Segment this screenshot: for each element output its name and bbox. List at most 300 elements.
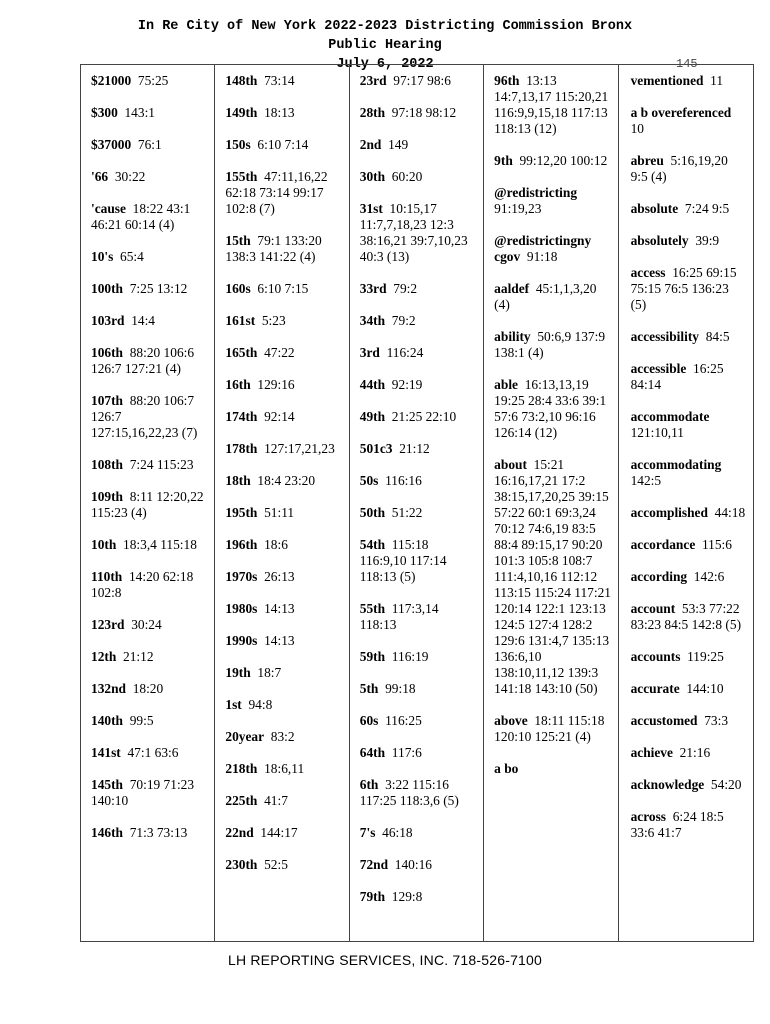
- index-entry: [631, 153, 747, 185]
- index-references: 92:19: [391, 377, 423, 392]
- index-entry: [91, 249, 208, 265]
- index-word: a bo: [494, 761, 519, 776]
- index-word: 10's: [91, 249, 114, 264]
- index-entry: [631, 265, 747, 313]
- index-entry: [91, 169, 208, 185]
- index-entry: [225, 409, 342, 425]
- index-word: @redistricting: [494, 185, 578, 200]
- index-word: achieve: [630, 745, 673, 760]
- index-entry: [225, 793, 342, 809]
- index-word: accessible: [630, 361, 687, 376]
- index-references: 10: [630, 121, 644, 136]
- index-word: 33rd: [359, 281, 387, 296]
- index-word: 161st: [225, 313, 256, 328]
- index-references: 52:5: [264, 857, 288, 872]
- index-entry: [360, 537, 477, 585]
- index-word: $21000: [91, 73, 132, 88]
- index-entry: [360, 825, 477, 841]
- index-references: 45:1,1,3,20 (4): [494, 281, 597, 312]
- index-word: 64th: [359, 745, 386, 760]
- index-word: 7's: [359, 825, 376, 840]
- index-word: accessibility: [630, 329, 699, 344]
- index-entry: [494, 713, 611, 745]
- index-word: a b overeferenced: [630, 105, 732, 120]
- index-references: 144:10: [686, 681, 724, 696]
- index-references: 7:24 9:5: [684, 201, 730, 216]
- index-entry: [225, 857, 342, 873]
- index-references: 121:10,11: [630, 425, 685, 440]
- index-references: 44:18: [714, 505, 746, 520]
- index-word: 108th: [91, 457, 123, 472]
- index-references: 8:11 12:20,22 115:23 (4): [91, 489, 204, 520]
- index-word: '66: [91, 169, 109, 184]
- index-references: 73:3: [704, 713, 729, 728]
- index-references: 3:22 115:16 117:25 118:3,6 (5): [359, 777, 459, 808]
- index-word: accustomed: [630, 713, 698, 728]
- index-word: 55th: [359, 601, 386, 616]
- index-word: 1970s: [225, 569, 258, 584]
- index-references: 47:22: [264, 345, 295, 360]
- index-references: 16:13,13,19 19:25 28:4 33:6 39:1 57:6 73:2,10 96:16 126:14 (12): [494, 377, 607, 440]
- index-references: 6:24 18:5 33:6 41:7: [630, 809, 724, 840]
- index-word: 60s: [359, 713, 379, 728]
- index-entry: [631, 569, 747, 585]
- index-references: 6:10 7:15: [257, 281, 309, 296]
- index-references: 91:18: [526, 249, 558, 264]
- index-entry: [360, 857, 477, 873]
- index-references: 99:12,20 100:12: [519, 153, 608, 168]
- index-entry: [360, 681, 477, 697]
- index-references: 76:1: [137, 137, 162, 152]
- index-word: 160s: [225, 281, 251, 296]
- index-references: 127:17,21,23: [264, 441, 335, 456]
- index-entry: [360, 409, 477, 425]
- index-entry: [91, 777, 208, 809]
- index-entry: [494, 281, 611, 313]
- index-references: 115:18 116:9,10 117:14 118:13 (5): [359, 537, 447, 584]
- index-references: 65:4: [120, 249, 144, 264]
- index-word: 54th: [359, 537, 386, 552]
- index-word: 79th: [359, 889, 386, 904]
- index-word: 59th: [359, 649, 386, 664]
- index-word: accurate: [630, 681, 680, 696]
- index-entry: [360, 441, 477, 457]
- index-word: $300: [91, 105, 118, 120]
- index-word: 1st: [225, 697, 242, 712]
- index-word: 141st: [91, 745, 121, 760]
- index-entry: [494, 185, 611, 217]
- index-word: 3rd: [359, 345, 380, 360]
- index-entry: [225, 281, 342, 297]
- index-word: 44th: [359, 377, 386, 392]
- index-word: abreu: [630, 153, 664, 168]
- index-word: 148th: [225, 73, 258, 88]
- index-entry: [631, 409, 747, 441]
- index-column: [215, 65, 349, 941]
- index-entry: [631, 681, 747, 697]
- index-references: 16:25 84:14: [630, 361, 724, 392]
- index-column: [619, 65, 753, 941]
- index-references: 18:6,11: [264, 761, 305, 776]
- index-entry: [360, 601, 477, 633]
- index-references: 47:1 63:6: [127, 745, 179, 760]
- index-word: 132nd: [91, 681, 126, 696]
- index-entry: [360, 777, 477, 809]
- index-entry: [225, 665, 342, 681]
- index-word: 225th: [225, 793, 258, 808]
- index-references: 115:6: [701, 537, 732, 552]
- index-column: [81, 65, 215, 941]
- index-word: 18th: [225, 473, 251, 488]
- index-entry: [631, 505, 747, 521]
- index-entry: [360, 345, 477, 361]
- index-references: 21:16: [679, 745, 711, 760]
- index-references: 18:7: [257, 665, 282, 680]
- index-entry: [91, 489, 208, 521]
- index-references: 18:11 115:18 120:10 125:21 (4): [494, 713, 605, 744]
- index-references: 117:3,14 118:13: [359, 601, 439, 632]
- index-entry: [91, 313, 208, 329]
- index-word: 15th: [225, 233, 251, 248]
- index-entry: [360, 281, 477, 297]
- index-entry: [225, 537, 342, 553]
- index-word: 109th: [91, 489, 123, 504]
- index-word: above: [494, 713, 528, 728]
- index-references: 99:5: [129, 713, 154, 728]
- index-entry: [91, 681, 208, 697]
- index-word: 155th: [225, 169, 258, 184]
- index-word: 20year: [225, 729, 265, 744]
- index-entry: [225, 377, 342, 393]
- index-word: 50s: [359, 473, 379, 488]
- index-entry: [91, 281, 208, 297]
- index-references: 14:13: [264, 601, 295, 616]
- index-word: 9th: [494, 153, 513, 168]
- index-word: 50th: [359, 505, 386, 520]
- index-word: accommodating: [630, 457, 722, 472]
- index-word: 195th: [225, 505, 258, 520]
- index-entry: [225, 825, 342, 841]
- index-word: 150s: [225, 137, 251, 152]
- index-word: 123rd: [91, 617, 125, 632]
- index-word: accordance: [630, 537, 696, 552]
- index-references: 73:14: [264, 73, 295, 88]
- index-word: 174th: [225, 409, 258, 424]
- index-entry: [360, 201, 477, 265]
- index-entry: [225, 633, 342, 649]
- index-word: $37000: [91, 137, 132, 152]
- index-entry: [225, 73, 342, 89]
- index-entry: [360, 713, 477, 729]
- index-entry: [91, 393, 208, 441]
- index-entry: [494, 233, 611, 265]
- index-references: 14:20 62:18 102:8: [91, 569, 194, 600]
- index-references: 51:11: [264, 505, 295, 520]
- hearing-date: July 6, 2022: [336, 57, 434, 72]
- index-word: 501c3: [359, 441, 393, 456]
- index-references: 14:4: [131, 313, 155, 328]
- index-column: [484, 65, 618, 941]
- index-references: 10:15,17 11:7,7,18,23 12:3 38:16,21 39:7,10,23 40:3 (13): [359, 201, 468, 264]
- index-references: 21:12: [399, 441, 430, 456]
- index-entry: [631, 745, 747, 761]
- index-word: 28th: [359, 105, 386, 120]
- index-word: access: [630, 265, 666, 280]
- index-references: 7:24 115:23: [129, 457, 194, 472]
- index-word: 165th: [225, 345, 258, 360]
- word-index-grid: [80, 64, 754, 942]
- index-references: 140:16: [394, 857, 432, 872]
- index-references: 144:17: [260, 825, 298, 840]
- index-word: 1990s: [225, 633, 258, 648]
- index-word: 10th: [91, 537, 117, 552]
- index-entry: [91, 537, 208, 553]
- index-references: 14:13: [264, 633, 295, 648]
- index-references: 51:22: [391, 505, 423, 520]
- index-references: 91:19,23: [494, 201, 542, 216]
- index-word: 196th: [225, 537, 258, 552]
- index-references: 18:3,4 115:18: [123, 537, 197, 552]
- index-word: about: [494, 457, 527, 472]
- index-word: 72nd: [359, 857, 389, 872]
- index-column: [350, 65, 484, 941]
- index-references: 119:25: [687, 649, 724, 664]
- index-entry: [360, 105, 477, 121]
- index-word: vementioned: [630, 73, 704, 88]
- index-entry: [631, 601, 747, 633]
- footer-reporting-service: LH REPORTING SERVICES, INC. 718-526-7100: [227, 952, 543, 968]
- index-references: 30:24: [131, 617, 162, 632]
- index-references: 21:12: [123, 649, 154, 664]
- index-word: 5th: [359, 681, 379, 696]
- index-entry: [91, 345, 208, 377]
- index-references: 16:25 69:15 75:15 76:5 136:23 (5): [630, 265, 737, 312]
- index-entry: [225, 233, 342, 265]
- index-entry: [225, 169, 342, 217]
- index-entry: [91, 649, 208, 665]
- document-subtitle: Public Hearing: [328, 38, 442, 53]
- index-entry: [494, 457, 611, 697]
- index-word: 30th: [359, 169, 386, 184]
- index-references: 94:8: [248, 697, 273, 712]
- index-entry: [360, 137, 477, 153]
- index-word: accommodate: [630, 409, 710, 424]
- index-word: according: [630, 569, 688, 584]
- index-references: 143:1: [124, 105, 155, 120]
- index-entry: [360, 745, 477, 761]
- index-word: 218th: [225, 761, 258, 776]
- index-entry: [494, 377, 611, 441]
- index-references: 79:2: [393, 281, 418, 296]
- index-word: 145th: [91, 777, 123, 792]
- index-references: 5:23: [261, 313, 286, 328]
- index-word: 100th: [91, 281, 123, 296]
- index-word: @redistrictingny cgov: [494, 233, 592, 264]
- index-references: 79:1 133:20 138:3 141:22 (4): [225, 233, 322, 264]
- index-references: 11: [710, 73, 724, 88]
- index-word: able: [494, 377, 518, 392]
- index-word: 49th: [359, 409, 386, 424]
- index-word: 34th: [359, 313, 386, 328]
- index-entry: [631, 105, 747, 137]
- index-references: 83:2: [270, 729, 295, 744]
- index-references: 7:25 13:12: [129, 281, 188, 296]
- index-entry: [494, 73, 611, 137]
- index-entry: [91, 713, 208, 729]
- index-references: 50:6,9 137:9 138:1 (4): [494, 329, 606, 360]
- index-references: 142:6: [693, 569, 725, 584]
- index-entry: [494, 329, 611, 361]
- index-word: 103rd: [91, 313, 125, 328]
- index-entry: [631, 361, 747, 393]
- index-entry: [360, 649, 477, 665]
- index-entry: [91, 825, 208, 841]
- index-references: 47:11,16,22 62:18 73:14 99:17 102:8 (7): [225, 169, 328, 216]
- index-references: 116:16: [385, 473, 422, 488]
- index-references: 92:14: [264, 409, 295, 424]
- index-word: 146th: [91, 825, 123, 840]
- index-references: 46:18: [382, 825, 413, 840]
- index-references: 18:6: [264, 537, 288, 552]
- index-references: 18:13: [264, 105, 295, 120]
- index-word: accounts: [630, 649, 681, 664]
- index-entry: [360, 473, 477, 489]
- index-references: 97:17 98:6: [393, 73, 451, 88]
- index-entry: [631, 233, 747, 249]
- index-entry: [360, 889, 477, 905]
- index-entry: [225, 105, 342, 121]
- index-references: 15:21 16:16,17,21 17:2 38:15,17,20,25 39:15 57:22 60:1 69:3,24 70:12 74:6,19 83:5 88:4 89:15,17 90:20 101:3 105:8 108:7 111:4,10,16 112:12 113:15 115:24 117:21 120:14 122:1 123:13 124:5 127:4 128:2 129:6 131:4,7 135:13 136:6,10 138:10,11,12 139:3 141:18 143:10 (50): [494, 457, 611, 696]
- index-references: 149: [388, 137, 409, 152]
- index-entry: [631, 809, 747, 841]
- index-word: 22nd: [225, 825, 254, 840]
- index-references: 39:9: [695, 233, 720, 248]
- index-entry: [225, 441, 342, 457]
- index-word: across: [630, 809, 667, 824]
- index-word: 140th: [91, 713, 123, 728]
- index-references: 18:20: [132, 681, 164, 696]
- index-entry: [360, 505, 477, 521]
- index-references: 129:16: [257, 377, 295, 392]
- index-word: 16th: [225, 377, 251, 392]
- index-references: 129:8: [391, 889, 423, 904]
- index-entry: [631, 649, 747, 665]
- index-word: 12th: [91, 649, 117, 664]
- index-entry: [225, 697, 342, 713]
- page-number: 145: [676, 57, 698, 71]
- index-references: 18:22 43:1 46:21 60:14 (4): [91, 201, 191, 232]
- index-entry: [631, 329, 747, 345]
- index-word: absolutely: [630, 233, 689, 248]
- index-references: 70:19 71:23 140:10: [91, 777, 195, 808]
- index-entry: [631, 713, 747, 729]
- index-entry: [225, 505, 342, 521]
- index-entry: [494, 153, 611, 169]
- index-entry: [225, 473, 342, 489]
- index-entry: [631, 537, 747, 553]
- index-references: 79:2: [391, 313, 416, 328]
- index-entry: [91, 617, 208, 633]
- index-word: absolute: [630, 201, 679, 216]
- index-word: 230th: [225, 857, 258, 872]
- index-references: 117:6: [391, 745, 422, 760]
- index-references: 71:3 73:13: [129, 825, 188, 840]
- index-references: 99:18: [385, 681, 416, 696]
- index-references: 13:13 14:7,13,17 115:20,21 116:9,9,15,18 117:13 118:13 (12): [494, 73, 609, 136]
- index-entry: [91, 201, 208, 233]
- index-entry: [631, 457, 747, 489]
- index-references: 5:16,19,20 9:5 (4): [630, 153, 728, 184]
- index-references: 88:20 106:6 126:7 127:21 (4): [91, 345, 195, 376]
- index-word: 19th: [225, 665, 251, 680]
- index-entry: [91, 105, 208, 121]
- index-references: 21:25 22:10: [391, 409, 457, 424]
- index-word: 31st: [359, 201, 383, 216]
- index-entry: [225, 601, 342, 617]
- index-references: 60:20: [391, 169, 423, 184]
- index-word: 106th: [91, 345, 123, 360]
- index-references: 18:4 23:20: [257, 473, 316, 488]
- index-entry: [360, 73, 477, 89]
- index-entry: [225, 729, 342, 745]
- index-word: 178th: [225, 441, 258, 456]
- index-references: 116:25: [385, 713, 422, 728]
- index-references: 75:25: [137, 73, 169, 88]
- index-word: 6th: [359, 777, 379, 792]
- index-word: ability: [494, 329, 531, 344]
- index-references: 26:13: [264, 569, 295, 584]
- index-entry: [91, 73, 208, 89]
- index-references: 84:5: [705, 329, 730, 344]
- index-word: 1980s: [225, 601, 258, 616]
- index-entry: [91, 745, 208, 761]
- index-entry: [225, 313, 342, 329]
- index-references: 30:22: [114, 169, 146, 184]
- index-entry: [225, 761, 342, 777]
- index-entry: [631, 201, 747, 217]
- index-word: 149th: [225, 105, 258, 120]
- index-references: 54:20: [710, 777, 742, 792]
- index-entry: [225, 137, 342, 153]
- index-references: 116:19: [391, 649, 429, 664]
- index-word: 'cause: [91, 201, 126, 216]
- index-entry: [494, 761, 611, 777]
- index-entry: [225, 569, 342, 585]
- index-entry: [91, 569, 208, 601]
- index-references: 88:20 106:7 126:7 127:15,16,22,23 (7): [91, 393, 198, 440]
- index-references: 142:5: [630, 473, 662, 488]
- index-references: 6:10 7:14: [257, 137, 309, 152]
- index-references: 116:24: [386, 345, 424, 360]
- index-entry: [91, 137, 208, 153]
- document-title: In Re City of New York 2022-2023 Districting Commission Bronx: [137, 19, 633, 34]
- index-entry: [631, 777, 747, 793]
- index-entry: [225, 345, 342, 361]
- index-references: 41:7: [264, 793, 288, 808]
- index-entry: [360, 313, 477, 329]
- index-references: 97:18 98:12: [391, 105, 457, 120]
- index-word: 96th: [494, 73, 520, 88]
- index-entry: [360, 377, 477, 393]
- index-word: aaldef: [494, 281, 530, 296]
- index-word: acknowledge: [630, 777, 705, 792]
- index-entry: [360, 169, 477, 185]
- index-word: accomplished: [630, 505, 708, 520]
- index-entry: [631, 73, 747, 89]
- index-references: 53:3 77:22 83:23 84:5 142:8 (5): [630, 601, 742, 632]
- index-word: 107th: [91, 393, 123, 408]
- index-word: 2nd: [359, 137, 382, 152]
